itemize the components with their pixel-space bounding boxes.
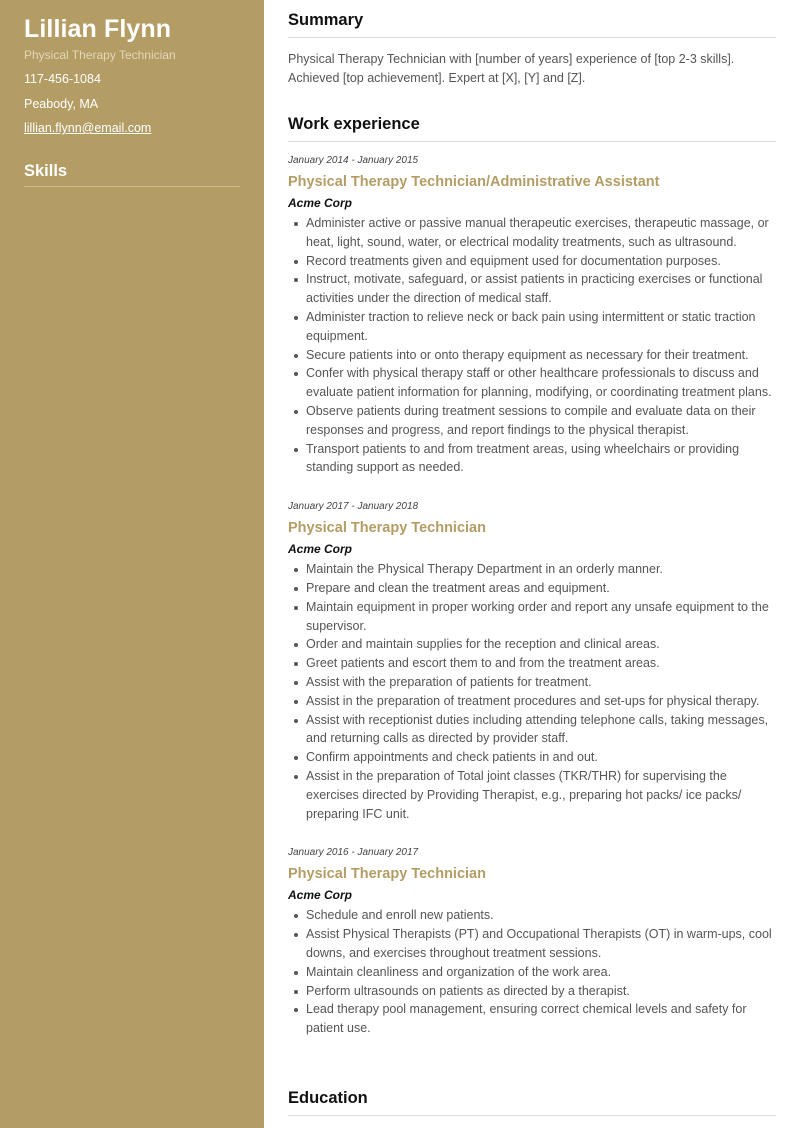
job-title: Physical Therapy Technician <box>288 520 486 537</box>
job-bullet: Confirm appointments and check patients in and out. <box>306 748 776 767</box>
job-bullet: Lead therapy pool management, ensuring correct chemical levels and safety for patient use. <box>306 1000 776 1038</box>
candidate-name: Lillian Flynn <box>24 15 172 43</box>
skills-heading: Skills <box>24 160 240 187</box>
work-experience-heading: Work experience <box>288 113 776 142</box>
job-entry <box>288 154 776 477</box>
job-bullet: Perform ultrasounds on patients as directed by a therapist. <box>306 982 776 1001</box>
job-dates: January 2016 - January 2017 <box>288 847 419 859</box>
job-dates: January 2014 - January 2015 <box>288 155 419 166</box>
job-bullet: Order and maintain supplies for the reception and clinical areas. <box>306 635 776 654</box>
phone-number: 117-456-1084 <box>24 72 101 86</box>
summary-section <box>288 9 776 88</box>
job-title: Physical Therapy Technician <box>288 866 486 883</box>
job-bullet: Transport patients to and from treatment areas, using wheelchairs or providing standing support as needed. <box>306 440 776 478</box>
job-bullet: Confer with physical therapy staff or other healthcare professionals to discuss and evaluate patient information for planning, modifying, or coordinating treatment plans. <box>306 364 776 402</box>
summary-heading: Summary <box>288 9 776 38</box>
job-bullet: Assist Physical Therapists (PT) and Occupational Therapists (OT) in warm-ups, cool downs, and exercises throughout treatment sessions. <box>306 925 776 963</box>
job-bullet: Secure patients into or onto therapy equipment as necessary for their treatment. <box>306 346 776 365</box>
job-bullet: Greet patients and escort them to and from the treatment areas. <box>306 654 776 673</box>
job-company: Acme Corp <box>288 888 353 903</box>
job-bullet: Maintain equipment in proper working order and report any unsafe equipment to the supervisor. <box>306 598 776 636</box>
job-bullet-list <box>288 906 776 1038</box>
job-bullet: Assist with receptionist duties including attending telephone calls, taking messages, and returning calls as directed by provider staff. <box>306 711 776 749</box>
candidate-title: Physical Therapy Technician <box>24 48 176 62</box>
job-company: Acme Corp <box>288 196 353 210</box>
job-list <box>288 154 776 1038</box>
job-bullet: Assist in the preparation of Total joint classes (TKR/THR) for supervising the exercises directed by Providing Therapist, e.g., preparing hot packs/ ice packs/ preparing IFC unit. <box>306 767 776 823</box>
job-bullet: Instruct, motivate, safeguard, or assist patients in practicing exercises or functional activities under the direction of medical staff. <box>306 270 776 308</box>
sidebar <box>0 0 264 1128</box>
job-bullet: Record treatments given and equipment used for documentation purposes. <box>306 252 776 271</box>
job-bullet: Assist with the preparation of patients for treatment. <box>306 673 776 692</box>
job-bullet-list <box>288 214 776 477</box>
job-company: Acme Corp <box>288 542 353 557</box>
job-entry <box>288 500 776 823</box>
job-bullet: Administer active or passive manual therapeutic exercises, therapeutic massage, or heat, light, sound, water, or electrical modality treatments, such as ultrasound. <box>306 214 776 252</box>
job-bullet: Administer traction to relieve neck or back pain using intermittent or static traction equipment. <box>306 308 776 346</box>
job-bullet: Maintain cleanliness and organization of the work area. <box>306 963 776 982</box>
job-bullet-list <box>288 560 776 823</box>
summary-text: Physical Therapy Technician with [number of years] experience of [top 2-3 skills]. Achieved [top achievement]. Expert at [X], [Y] and [Z]. <box>288 52 735 85</box>
job-bullet: Maintain the Physical Therapy Department in an orderly manner. <box>306 560 776 579</box>
job-bullet: Observe patients during treatment sessions to compile and evaluate data on their responses and progress, and report findings to the physical therapist. <box>306 402 776 440</box>
job-bullet: Schedule and enroll new patients. <box>306 906 776 925</box>
email-link[interactable]: lillian.flynn@email.com <box>24 121 152 135</box>
job-dates: January 2017 - January 2018 <box>288 501 419 513</box>
job-bullet: Assist in the preparation of treatment procedures and set-ups for physical therapy. <box>306 692 776 711</box>
work-experience-section <box>288 113 776 1038</box>
education-heading: Education <box>288 1087 776 1116</box>
location: Peabody, MA <box>24 96 99 111</box>
job-entry <box>288 846 776 1038</box>
education-section <box>288 1087 776 1116</box>
job-bullet: Prepare and clean the treatment areas and equipment. <box>306 579 776 598</box>
job-title: Physical Therapy Technician/Administrative Assistant <box>288 174 660 190</box>
